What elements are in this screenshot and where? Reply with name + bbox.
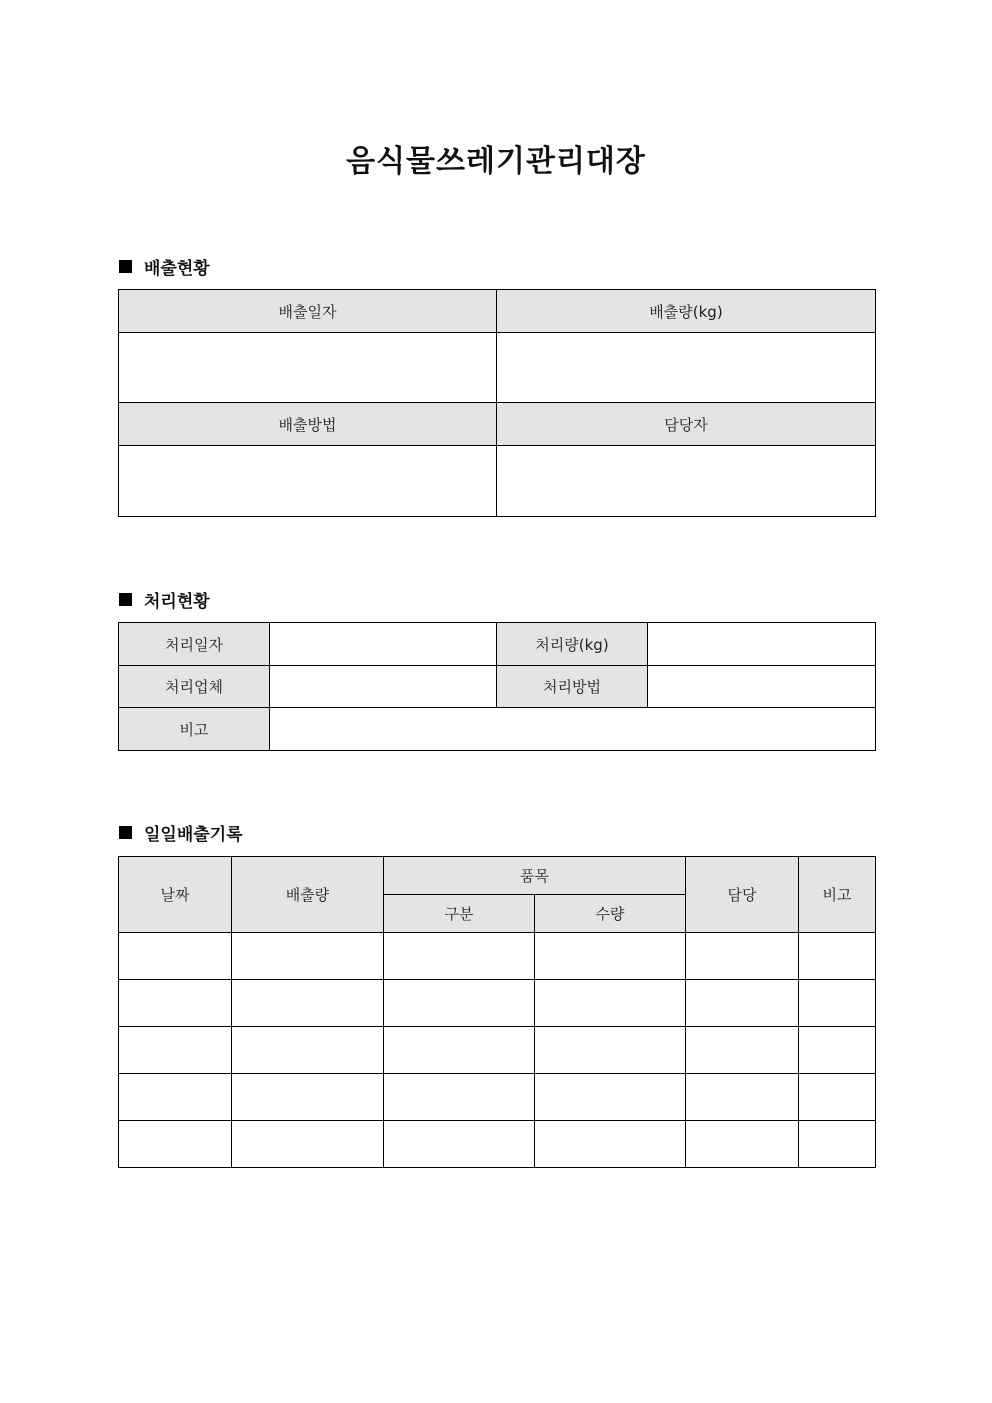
cell-item-type[interactable]: [384, 1074, 535, 1121]
cell-amount[interactable]: [232, 1074, 384, 1121]
cell-item-qty[interactable]: [535, 1121, 686, 1168]
cell-amount[interactable]: [232, 933, 384, 980]
cell-note[interactable]: [799, 1121, 876, 1168]
cell-processing-amount[interactable]: [648, 623, 876, 666]
cell-item-qty[interactable]: [535, 933, 686, 980]
header-note: 비고: [799, 857, 876, 933]
header-discharge-date: 배출일자: [119, 290, 497, 333]
square-bullet-icon: [119, 593, 132, 606]
cell-item-type[interactable]: [384, 1027, 535, 1074]
label-note: 비고: [119, 708, 270, 751]
header-item-qty: 수량: [535, 895, 686, 933]
cell-note[interactable]: [799, 933, 876, 980]
header-discharge-method: 배출방법: [119, 403, 497, 446]
discharge-status-table: [118, 289, 876, 517]
table-row: [119, 980, 876, 1027]
header-item-type: 구분: [384, 895, 535, 933]
section-heading-label: 처리현황: [144, 592, 210, 612]
section-heading-label: 일일배출기록: [144, 825, 243, 845]
header-manager: 담당자: [497, 403, 876, 446]
table-row: [119, 933, 876, 980]
header-amount: 배출량: [232, 857, 384, 933]
table-row: [119, 1074, 876, 1121]
header-item-group: 품목: [384, 857, 686, 895]
cell-note[interactable]: [270, 708, 876, 751]
section-heading-daily-record: [119, 820, 243, 845]
cell-amount[interactable]: [232, 980, 384, 1027]
cell-manager[interactable]: [686, 1027, 799, 1074]
cell-item-qty[interactable]: [535, 1074, 686, 1121]
label-processing-date: 처리일자: [119, 623, 270, 666]
section-heading-processing-status: [119, 587, 210, 612]
label-processing-method: 처리방법: [497, 666, 648, 708]
header-date: 날짜: [119, 857, 232, 933]
cell-processing-method[interactable]: [648, 666, 876, 708]
section-heading-label: 배출현황: [144, 259, 210, 279]
daily-record-table: [118, 856, 876, 1168]
cell-processing-date[interactable]: [270, 623, 497, 666]
cell-manager[interactable]: [686, 1121, 799, 1168]
table-row: [119, 1027, 876, 1074]
label-processing-company: 처리업체: [119, 666, 270, 708]
cell-date[interactable]: [119, 1121, 232, 1168]
cell-manager[interactable]: [686, 933, 799, 980]
cell-manager[interactable]: [686, 980, 799, 1027]
cell-discharge-method[interactable]: [119, 446, 497, 517]
section-heading-discharge-status: [119, 254, 210, 279]
cell-discharge-amount[interactable]: [497, 333, 876, 403]
cell-date[interactable]: [119, 933, 232, 980]
cell-date[interactable]: [119, 1074, 232, 1121]
cell-note[interactable]: [799, 1074, 876, 1121]
cell-note[interactable]: [799, 1027, 876, 1074]
cell-date[interactable]: [119, 980, 232, 1027]
cell-note[interactable]: [799, 980, 876, 1027]
square-bullet-icon: [119, 260, 132, 273]
header-discharge-amount: 배출량(kg): [497, 290, 876, 333]
cell-item-type[interactable]: [384, 1121, 535, 1168]
label-processing-amount: 처리량(kg): [497, 623, 648, 666]
square-bullet-icon: [119, 826, 132, 839]
cell-manager[interactable]: [497, 446, 876, 517]
cell-amount[interactable]: [232, 1027, 384, 1074]
cell-date[interactable]: [119, 1027, 232, 1074]
cell-amount[interactable]: [232, 1121, 384, 1168]
cell-discharge-date[interactable]: [119, 333, 497, 403]
cell-processing-company[interactable]: [270, 666, 497, 708]
processing-status-table: [118, 622, 876, 751]
page-title: 음식물쓰레기관리대장: [346, 144, 646, 179]
header-manager: 담당: [686, 857, 799, 933]
cell-item-qty[interactable]: [535, 1027, 686, 1074]
cell-item-type[interactable]: [384, 980, 535, 1027]
cell-manager[interactable]: [686, 1074, 799, 1121]
table-row: [119, 1121, 876, 1168]
cell-item-qty[interactable]: [535, 980, 686, 1027]
cell-item-type[interactable]: [384, 933, 535, 980]
